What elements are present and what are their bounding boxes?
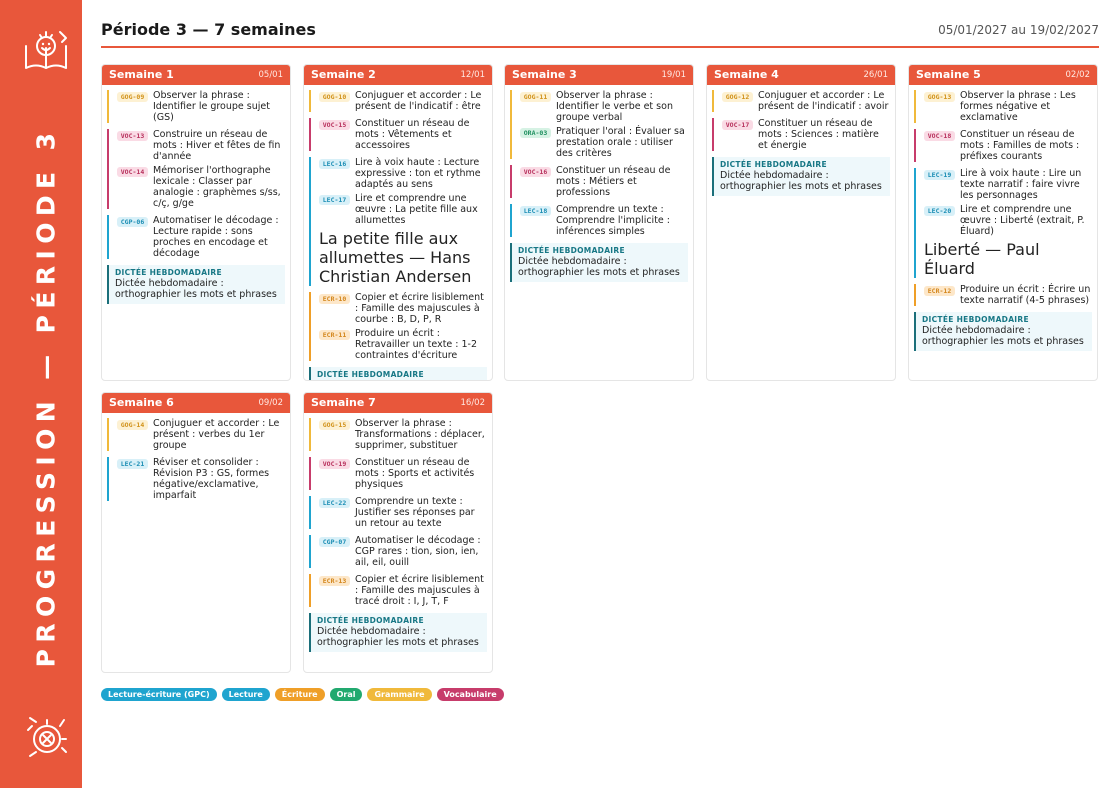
lesson-code: CGP-07 (319, 537, 350, 547)
lesson-text: Automatiser le décodage : Lecture rapide : sons proches en encodage et décodage (153, 215, 279, 259)
week-label: Semaine 4 (714, 68, 779, 81)
week-label: Semaine 6 (109, 396, 174, 409)
dictee-text: Dictée hebdomadaire : orthographier les mots et phrases (317, 626, 479, 648)
lesson-code: ECR-13 (319, 576, 350, 586)
lesson-text: Observer la phrase : Les formes négative et exclamative (960, 90, 1076, 123)
lesson-item (924, 204, 1092, 237)
lesson-item (309, 418, 487, 451)
lesson-item (319, 292, 487, 325)
dictee-text: Dictée hebdomadaire : orthographier les mots et phrases (518, 256, 680, 278)
lesson-text: Lire et comprendre une œuvre : Liberté (extrait, P. Éluard) (960, 204, 1085, 237)
lesson-text: Pratiquer l'oral : Évaluer sa prestation orale : utiliser des critères (556, 126, 685, 159)
lesson-text: Observer la phrase : Identifier le verbe et son groupe verbal (556, 90, 673, 123)
lesson-group (914, 168, 1092, 278)
target-logo-icon (22, 712, 72, 762)
dictee-heading: DICTÉE HEBDOMADAIRE (115, 268, 222, 277)
sidebar-title: PROGRESSION — PÉRIODE 3 (31, 126, 61, 668)
week-card (908, 64, 1098, 381)
week-header (505, 65, 693, 85)
week-card (303, 64, 493, 381)
lesson-code: LEC-19 (924, 170, 955, 180)
week-date: 19/01 (661, 70, 686, 80)
dictee-text: Dictée hebdomadaire : orthographier les mots et phrases (115, 278, 277, 300)
lesson-code: LEC-17 (319, 195, 350, 205)
lesson-code: ECR-12 (924, 286, 955, 296)
lesson-item (107, 457, 285, 501)
week-label: Semaine 1 (109, 68, 174, 81)
lesson-text: Constituer un réseau de mots : Métiers et professions (556, 165, 671, 198)
dictee-heading: DICTÉE HEBDOMADAIRE (317, 616, 424, 625)
week-card (101, 64, 291, 381)
week-header (304, 65, 492, 85)
lesson-item (510, 204, 688, 237)
book-author: — Hans Christian Andersen (319, 248, 472, 286)
lesson-code: ECR-10 (319, 294, 350, 304)
lesson-code: ORA-03 (520, 128, 551, 138)
lesson-code: VOC-14 (117, 167, 148, 177)
lesson-item (510, 165, 688, 198)
lesson-text: Mémoriser l'orthographe lexicale : Classer par analogie : graphèmes s/ss, c/ç, g/ge (153, 165, 281, 209)
dictee-block (510, 243, 688, 282)
lesson-item (319, 328, 487, 361)
lesson-text: Construire un réseau de mots : Hiver et fêtes de fin d'année (153, 129, 281, 162)
lesson-item (712, 118, 890, 151)
lesson-code: VOC-18 (924, 131, 955, 141)
dictee-text: Dictée hebdomadaire : orthographier les mots et phrases (720, 170, 882, 192)
lesson-item (107, 90, 285, 123)
lesson-text: Produire un écrit : Écrire un texte narratif (4-5 phrases) (960, 284, 1091, 306)
lesson-code: VOC-17 (722, 120, 753, 130)
lesson-text: Observer la phrase : Identifier le groupe sujet (GS) (153, 90, 270, 123)
week-card (101, 392, 291, 673)
lesson-group (309, 292, 487, 361)
lesson-item (914, 90, 1092, 123)
lesson-code: VOC-13 (117, 131, 148, 141)
lesson-item (520, 126, 688, 159)
week-label: Semaine 7 (311, 396, 376, 409)
book-title: La petite fille aux allumettes (319, 229, 459, 267)
book-title: Liberté (924, 240, 981, 259)
lesson-item (309, 90, 487, 112)
lesson-group (309, 157, 487, 286)
dictee-heading: DICTÉE HEBDOMADAIRE (720, 160, 827, 169)
dictee-text (317, 380, 481, 381)
lesson-item (319, 193, 487, 226)
lesson-item (309, 118, 487, 151)
legend-pill-oral: Oral (330, 688, 363, 701)
lesson-item (309, 457, 487, 490)
lesson-text: Comprendre un texte : Justifier ses réponses par un retour au texte (355, 496, 475, 529)
lesson-item (117, 129, 285, 162)
sidebar (0, 0, 82, 788)
page-header (101, 18, 1099, 48)
week-label: Semaine 5 (916, 68, 981, 81)
week-date: 16/02 (460, 398, 485, 408)
legend-pill-ecriture: Écriture (275, 688, 325, 701)
lesson-text: Constituer un réseau de mots : Sports et activités physiques (355, 457, 475, 490)
week-header (102, 393, 290, 413)
dictee-heading: DICTÉE HEBDOMADAIRE (518, 246, 625, 255)
lesson-group (510, 90, 688, 159)
lesson-code: GOG-12 (722, 92, 753, 102)
lesson-text: Réviser et consolider : Révision P3 : GS, formes négative/exclamative, imparfait (153, 457, 270, 501)
lesson-code: GOG-11 (520, 92, 551, 102)
lesson-code: GOG-14 (117, 420, 148, 430)
lesson-code: VOC-15 (319, 120, 350, 130)
dictee-heading: DICTÉE HEBDOMADAIRE (922, 315, 1029, 324)
lesson-item (914, 129, 1092, 162)
lesson-code: LEC-20 (924, 206, 955, 216)
lesson-text: Conjuguer et accorder : Le présent de l'indicatif : avoir (758, 90, 889, 112)
lesson-item (520, 90, 688, 123)
dictee-block (712, 157, 890, 196)
legend-pill-gpc: Lecture-écriture (GPC) (101, 688, 217, 701)
dictee-heading: DICTÉE HEBDOMADAIRE (317, 370, 424, 379)
lesson-item (117, 165, 285, 209)
lesson-code: CGP-06 (117, 217, 148, 227)
week-date: 02/02 (1065, 70, 1090, 80)
lesson-code: GOG-09 (117, 92, 148, 102)
period-dates: 05/01/2027 au 19/02/2027 (938, 23, 1099, 37)
week-card (504, 64, 694, 381)
lesson-item (914, 284, 1092, 306)
week-date: 12/01 (460, 70, 485, 80)
lesson-text: Constituer un réseau de mots : Familles de mots : préfixes courants (960, 129, 1080, 162)
lesson-text: Lire et comprendre une œuvre : La petite fille aux allumettes (355, 193, 478, 226)
dictee-block (309, 613, 487, 652)
week-label: Semaine 3 (512, 68, 577, 81)
lesson-item (924, 168, 1092, 201)
lesson-code: LEC-18 (520, 206, 551, 216)
week-card (303, 392, 493, 673)
lesson-code: LEC-16 (319, 159, 350, 169)
lesson-group (107, 129, 285, 209)
lesson-text: Conjuguer et accorder : Le présent : verbes du 1er groupe (153, 418, 280, 451)
lesson-item (309, 496, 487, 529)
week-header (102, 65, 290, 85)
week-label: Semaine 2 (311, 68, 376, 81)
dictee-block (309, 367, 487, 381)
week-header (304, 393, 492, 413)
dictee-block (107, 265, 285, 304)
week-date: 26/01 (863, 70, 888, 80)
week-date: 09/02 (258, 398, 283, 408)
lesson-item (319, 157, 487, 190)
lesson-text: Lire à voix haute : Lecture expressive : ton et rythme adaptés au sens (355, 157, 481, 190)
lesson-code: GOG-10 (319, 92, 350, 102)
legend-pill-lecture: Lecture (222, 688, 270, 701)
lesson-code: GOG-13 (924, 92, 955, 102)
lesson-text: Automatiser le décodage : CGP rares : tion, sion, ien, ail, eil, ouill (355, 535, 481, 568)
dictee-text: Dictée hebdomadaire : orthographier les mots et phrases (922, 325, 1084, 347)
lesson-item (712, 90, 890, 112)
lesson-text: Copier et écrire lisiblement : Famille des majuscules à tracé droit : I, J, T, F (355, 574, 484, 607)
book-reference (319, 229, 487, 286)
week-header (707, 65, 895, 85)
book-mascot-icon (22, 28, 70, 74)
lesson-text: Comprendre un texte : Comprendre l'implicite : inférences simples (556, 204, 670, 237)
lesson-text: Observer la phrase : Transformations : déplacer, supprimer, substituer (355, 418, 485, 451)
lesson-code: ECR-11 (319, 330, 350, 340)
lesson-text: Conjuguer et accorder : Le présent de l'indicatif : être (355, 90, 482, 112)
lesson-text: Produire un écrit : Retravailler un texte : 1-2 contraintes d'écriture (355, 328, 478, 361)
week-header (909, 65, 1097, 85)
lesson-item (107, 215, 285, 259)
legend-pill-vocabulaire: Vocabulaire (437, 688, 504, 701)
lesson-code: LEC-22 (319, 498, 350, 508)
lesson-text: Constituer un réseau de mots : Vêtements et accessoires (355, 118, 470, 151)
lesson-code: VOC-16 (520, 167, 551, 177)
lesson-code: VOC-19 (319, 459, 350, 469)
lesson-item (107, 418, 285, 451)
book-author: — Paul Éluard (924, 240, 1040, 278)
lesson-text: Copier et écrire lisiblement : Famille des majuscules à courbe : B, D, P, R (355, 292, 484, 325)
lesson-item (309, 535, 487, 568)
page-title: Période 3 — 7 semaines (101, 20, 316, 39)
lesson-text: Lire à voix haute : Lire un texte narratif : faire vivre les personnages (960, 168, 1082, 201)
lesson-code: GOG-15 (319, 420, 350, 430)
legend-pill-grammaire: Grammaire (367, 688, 431, 701)
dictee-block (914, 312, 1092, 351)
lesson-text: Constituer un réseau de mots : Sciences : matière et énergie (758, 118, 879, 151)
lesson-item (309, 574, 487, 607)
lesson-code: LEC-21 (117, 459, 148, 469)
book-reference (924, 240, 1092, 278)
legend (101, 688, 504, 701)
week-card (706, 64, 896, 381)
week-date: 05/01 (258, 70, 283, 80)
